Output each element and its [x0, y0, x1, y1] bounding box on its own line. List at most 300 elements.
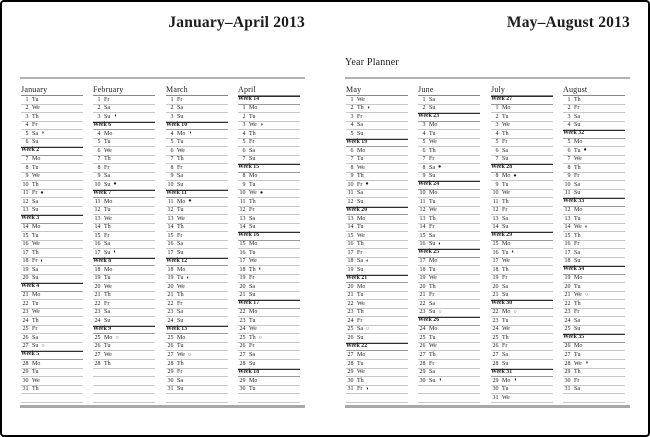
moon-phase-icon: ○ — [584, 291, 589, 298]
weekday-abbr: Su — [429, 241, 436, 248]
day-row — [346, 96, 408, 105]
day-number: 26 — [94, 343, 101, 350]
week-label: Week 21 — [346, 274, 368, 281]
day-row — [346, 360, 408, 369]
day-row — [346, 190, 408, 199]
week-label: Week 9 — [93, 325, 112, 332]
weekday-abbr: Sa — [502, 351, 508, 358]
day-row — [93, 164, 155, 173]
day-number: 3 — [170, 113, 174, 120]
weekday-abbr: Fr — [502, 343, 508, 350]
weekday-abbr: We — [429, 139, 437, 146]
day-row — [238, 343, 300, 352]
day-number: 17 — [94, 249, 101, 256]
day-row — [238, 198, 300, 207]
weekday-abbr: We — [177, 215, 185, 222]
week-label: Week 24 — [418, 181, 440, 188]
day-number: 27 — [419, 351, 426, 358]
weekday-abbr: Th — [574, 300, 581, 307]
day-number: 10 — [347, 181, 354, 188]
day-number: 27 — [239, 351, 246, 358]
weekday-abbr: Th — [574, 369, 581, 376]
day-row — [93, 139, 155, 148]
weekday-abbr: Su — [32, 207, 39, 214]
day-number: 15 — [239, 241, 246, 248]
day-row — [93, 309, 155, 318]
day-row — [166, 224, 228, 233]
day-number: 11 — [94, 198, 101, 205]
day-row — [418, 207, 480, 216]
weekday-abbr: Tu — [249, 317, 256, 324]
day-number: 8 — [495, 173, 499, 180]
day-row — [563, 326, 625, 335]
day-number: 25 — [239, 334, 246, 341]
moon-phase-icon: ◑ — [259, 121, 264, 128]
week-label: Week 14 — [238, 96, 260, 103]
weekday-abbr: Th — [502, 266, 509, 273]
day-row — [491, 377, 553, 386]
day-number: 25 — [492, 334, 499, 341]
day-number: 21 — [94, 292, 101, 299]
day-number: 2 — [567, 105, 571, 112]
day-number: 20 — [419, 283, 426, 290]
weekday-abbr: We — [32, 173, 40, 180]
day-number: 11 — [492, 198, 499, 205]
moon-phase-icon: ◑ — [438, 377, 442, 384]
week-row — [563, 130, 625, 139]
day-number: 13 — [239, 215, 246, 222]
weekday-abbr: Tu — [249, 386, 256, 393]
day-row — [93, 130, 155, 139]
weekday-abbr: Su — [357, 266, 364, 273]
weekday-abbr: Th — [32, 249, 39, 256]
weekday-abbr: We — [357, 232, 365, 239]
day-number: 28 — [419, 360, 426, 367]
weekday-abbr: Mo — [104, 198, 113, 205]
day-row — [238, 386, 300, 395]
day-number: 1 — [25, 96, 29, 103]
weekday-abbr: Fr — [502, 139, 508, 146]
day-row — [346, 292, 408, 301]
weekday-abbr: Fr — [357, 317, 363, 324]
moon-phase-icon: ◐ — [113, 249, 117, 256]
day-number: 16 — [22, 241, 29, 248]
day-number: 6 — [97, 147, 101, 154]
day-number: 10 — [564, 181, 571, 188]
day-number: 22 — [22, 300, 29, 307]
day-number: 2 — [97, 105, 101, 112]
day-number: 9 — [170, 173, 174, 180]
weekday-abbr: Th — [32, 386, 39, 393]
day-number: 1 — [567, 96, 571, 103]
day-number: 30 — [564, 377, 571, 384]
day-row — [166, 147, 228, 156]
day-number: 7 — [422, 156, 426, 163]
weekday-abbr: Mo — [574, 139, 583, 146]
day-number: 12 — [347, 198, 354, 205]
week-row — [491, 164, 553, 173]
weekday-abbr: Fr — [104, 232, 110, 239]
day-row — [563, 377, 625, 386]
day-number: 22 — [419, 300, 426, 307]
week-row — [346, 139, 408, 148]
blank-row — [346, 394, 408, 403]
weekday-abbr: Su — [249, 292, 256, 299]
day-row — [491, 326, 553, 335]
day-row — [21, 275, 83, 284]
day-number: 21 — [564, 292, 571, 299]
day-row — [238, 326, 300, 335]
day-number: 19 — [492, 275, 499, 282]
day-row — [93, 292, 155, 301]
weekday-abbr: Sa — [32, 334, 38, 341]
weekday-abbr: Mo — [357, 147, 366, 154]
day-row — [93, 147, 155, 156]
weekday-abbr: Mo — [104, 130, 113, 137]
week-label: Week 23 — [418, 113, 440, 120]
weekday-abbr: Tu — [357, 156, 364, 163]
day-number: 6 — [170, 147, 174, 154]
weekday-abbr: Sa — [177, 105, 183, 112]
day-row — [21, 122, 83, 131]
weekday-abbr: We — [574, 156, 582, 163]
week-row — [491, 300, 553, 309]
day-row — [166, 198, 228, 207]
day-row — [346, 241, 408, 250]
day-row — [346, 351, 408, 360]
day-row — [238, 130, 300, 139]
weekday-abbr: Tu — [32, 232, 39, 239]
day-number: 9 — [495, 181, 499, 188]
month-rows — [93, 96, 155, 403]
weekday-abbr: Fr — [574, 173, 580, 180]
day-number: 16 — [347, 241, 354, 248]
weekday-abbr: Fr — [177, 96, 183, 103]
day-number: 21 — [419, 292, 426, 299]
weekday-abbr: Th — [502, 198, 509, 205]
day-row — [491, 283, 553, 292]
weekday-abbr: Mo — [429, 258, 438, 265]
moon-phase-icon: ◑ — [366, 104, 370, 111]
day-number: 24 — [239, 326, 246, 333]
day-row — [93, 232, 155, 241]
day-row — [418, 164, 480, 173]
day-number: 2 — [25, 105, 29, 112]
weekday-abbr: We — [104, 215, 112, 222]
day-row — [238, 258, 300, 267]
day-row — [418, 241, 480, 250]
day-number: 30 — [419, 377, 426, 384]
day-number: 19 — [564, 275, 571, 282]
day-number: 30 — [239, 386, 246, 393]
weekday-abbr: We — [104, 351, 112, 358]
weekday-abbr: Fr — [429, 156, 435, 163]
weekday-abbr: We — [429, 275, 437, 282]
weekday-abbr: Mo — [429, 190, 438, 197]
weekday-abbr: Su — [574, 326, 581, 333]
moon-phase-icon: ◐ — [584, 223, 589, 230]
day-row — [563, 309, 625, 318]
day-row — [346, 317, 408, 326]
weekday-abbr: Su — [32, 343, 39, 350]
week-row — [93, 190, 155, 199]
day-number: 19 — [22, 266, 29, 273]
day-row — [346, 377, 408, 386]
weekday-abbr: Mo — [249, 105, 258, 112]
day-row — [346, 326, 408, 335]
weekday-abbr: Th — [177, 360, 184, 367]
moon-phase-icon: ○ — [115, 334, 119, 341]
day-number: 14 — [22, 224, 29, 231]
day-row — [346, 130, 408, 139]
day-row — [166, 181, 228, 190]
weekday-abbr: Mo — [32, 224, 41, 231]
weekday-abbr: Tu — [32, 164, 39, 171]
weekday-abbr: Su — [574, 258, 581, 265]
day-number: 25 — [167, 334, 174, 341]
day-number: 24 — [167, 317, 174, 324]
weekday-abbr: Fr — [32, 326, 38, 333]
day-row — [563, 139, 625, 148]
day-number: 20 — [239, 283, 246, 290]
day-row — [166, 249, 228, 258]
day-number: 28 — [347, 360, 354, 367]
day-row — [93, 334, 155, 343]
weekday-abbr: Su — [177, 249, 184, 256]
weekday-abbr: Su — [177, 317, 184, 324]
weekday-abbr: Th — [104, 224, 111, 231]
day-number: 31 — [347, 386, 354, 393]
weekday-abbr: We — [357, 300, 365, 307]
day-number: 7 — [97, 156, 101, 163]
day-number: 3 — [97, 113, 101, 120]
day-row — [93, 300, 155, 309]
weekday-abbr: Tu — [249, 181, 256, 188]
day-number: 31 — [22, 386, 29, 393]
week-row — [166, 258, 228, 267]
weekday-abbr: Th — [32, 113, 39, 120]
day-row — [166, 215, 228, 224]
day-row — [418, 139, 480, 148]
weekday-abbr: Fr — [32, 190, 38, 197]
day-row — [21, 207, 83, 216]
day-row — [346, 386, 408, 395]
week-row — [93, 258, 155, 267]
moon-phase-icon: ◑ — [513, 377, 517, 384]
moon-phase-icon: ● — [40, 189, 44, 196]
day-row — [21, 334, 83, 343]
day-row — [346, 147, 408, 156]
moon-phase-icon: ○ — [41, 343, 45, 350]
day-row — [166, 317, 228, 326]
day-row — [563, 275, 625, 284]
weekday-abbr: Fr — [357, 113, 363, 120]
weekday-abbr: Sa — [249, 215, 255, 222]
day-number: 16 — [564, 241, 571, 248]
weekday-abbr: Mo — [104, 334, 113, 341]
blank-row — [418, 394, 480, 403]
weekday-abbr: Tu — [32, 96, 39, 103]
day-number: 27 — [94, 351, 101, 358]
day-number: 18 — [347, 258, 354, 265]
day-row — [418, 173, 480, 182]
header-rule — [20, 77, 305, 79]
day-number: 16 — [167, 241, 174, 248]
day-row — [238, 317, 300, 326]
day-row — [418, 130, 480, 139]
moon-phase-icon: ● — [188, 198, 192, 205]
day-number: 15 — [347, 232, 354, 239]
day-row — [93, 156, 155, 165]
day-number: 26 — [419, 343, 426, 350]
day-row — [21, 190, 83, 199]
day-row — [166, 309, 228, 318]
week-row — [491, 369, 553, 378]
day-row — [93, 181, 155, 190]
moon-phase-icon: ◐ — [40, 257, 44, 264]
day-number: 16 — [94, 241, 101, 248]
weekday-abbr: Fr — [574, 105, 580, 112]
day-number: 10 — [492, 190, 499, 197]
weekday-abbr: Sa — [429, 300, 435, 307]
weekday-abbr: Th — [177, 292, 184, 299]
moon-phase-icon: ◑ — [41, 130, 45, 137]
day-number: 17 — [167, 249, 174, 256]
day-number: 3 — [567, 113, 571, 120]
day-row — [166, 173, 228, 182]
day-number: 25 — [94, 334, 101, 341]
weekday-abbr: Su — [574, 190, 581, 197]
right-page-may-august — [345, 0, 630, 437]
day-number: 9 — [350, 173, 354, 180]
day-number: 21 — [167, 292, 174, 299]
weekday-abbr: Mo — [177, 198, 186, 205]
day-number: 4 — [567, 122, 571, 129]
day-row — [238, 215, 300, 224]
day-number: 26 — [22, 334, 29, 341]
day-row — [418, 360, 480, 369]
day-row — [166, 139, 228, 148]
blank-row — [93, 377, 155, 386]
weekday-abbr: Su — [104, 113, 111, 120]
month-name: February — [93, 85, 124, 94]
week-label: Week 27 — [491, 96, 513, 103]
weekday-abbr: Sa — [32, 130, 38, 137]
weekday-abbr: Tu — [177, 139, 184, 146]
day-number: 29 — [347, 369, 354, 376]
day-row — [563, 173, 625, 182]
moon-phase-icon: ○ — [366, 326, 370, 333]
day-row — [21, 343, 83, 352]
day-row — [166, 232, 228, 241]
day-number: 18 — [94, 266, 101, 273]
month-name: April — [238, 85, 256, 94]
weekday-abbr: Mo — [574, 343, 583, 350]
day-row — [418, 122, 480, 131]
day-row — [491, 249, 553, 258]
week-label: Week 22 — [346, 342, 368, 349]
weekday-abbr: We — [502, 190, 510, 197]
day-number: 18 — [564, 258, 571, 265]
day-row — [491, 275, 553, 284]
weekday-abbr: We — [249, 258, 257, 265]
day-number: 26 — [564, 343, 571, 350]
weekday-abbr: Tu — [502, 113, 509, 120]
weekday-abbr: Fr — [32, 258, 38, 265]
day-row — [166, 130, 228, 139]
day-row — [563, 232, 625, 241]
day-number: 12 — [492, 207, 499, 214]
weekday-abbr: Sa — [429, 369, 435, 376]
day-number: 8 — [242, 173, 246, 180]
weekday-abbr: Sa — [357, 122, 363, 129]
moon-phase-icon: ◐ — [511, 249, 515, 256]
day-number: 25 — [347, 326, 354, 333]
weekday-abbr: Sa — [357, 258, 363, 265]
day-number: 27 — [347, 351, 354, 358]
weekday-abbr: We — [574, 224, 582, 231]
day-row — [491, 309, 553, 318]
day-row — [491, 105, 553, 114]
day-number: 1 — [350, 96, 354, 103]
day-row — [418, 326, 480, 335]
week-label: Week 8 — [93, 257, 112, 264]
week-row — [21, 351, 83, 360]
day-row — [346, 369, 408, 378]
moon-phase-icon: ○ — [187, 351, 192, 358]
day-row — [418, 105, 480, 114]
month-rows — [238, 96, 300, 403]
day-row — [491, 360, 553, 369]
blank-row — [563, 394, 625, 403]
weekday-abbr: Su — [249, 360, 256, 367]
weekday-abbr: Sa — [104, 241, 110, 248]
day-row — [346, 173, 408, 182]
day-number: 25 — [22, 326, 29, 333]
day-number: 21 — [347, 292, 354, 299]
weekday-abbr: Tu — [429, 198, 436, 205]
weekday-abbr: Tu — [177, 343, 184, 350]
day-row — [238, 224, 300, 233]
day-row — [563, 147, 625, 156]
week-row — [238, 369, 300, 378]
day-row — [21, 292, 83, 301]
page-title: January–April 2013 — [168, 14, 305, 31]
weekday-abbr: We — [502, 258, 510, 265]
day-row — [563, 241, 625, 250]
weekday-abbr: Mo — [502, 309, 511, 316]
day-number: 25 — [564, 326, 571, 333]
weekday-abbr: We — [249, 326, 257, 333]
weekday-abbr: Mo — [177, 266, 186, 273]
weekday-abbr: Tu — [177, 207, 184, 214]
day-row — [21, 377, 83, 386]
day-row — [418, 147, 480, 156]
day-number: 8 — [350, 164, 354, 171]
day-number: 5 — [242, 139, 246, 146]
weekday-abbr: Th — [32, 181, 39, 188]
day-row — [563, 351, 625, 360]
day-row — [238, 156, 300, 165]
day-number: 11 — [564, 190, 571, 197]
weekday-abbr: Mo — [357, 283, 366, 290]
day-number: 9 — [25, 173, 29, 180]
day-number: 29 — [492, 377, 499, 384]
day-row — [346, 224, 408, 233]
day-row — [238, 292, 300, 301]
day-row — [21, 232, 83, 241]
weekday-abbr: Th — [357, 377, 364, 384]
